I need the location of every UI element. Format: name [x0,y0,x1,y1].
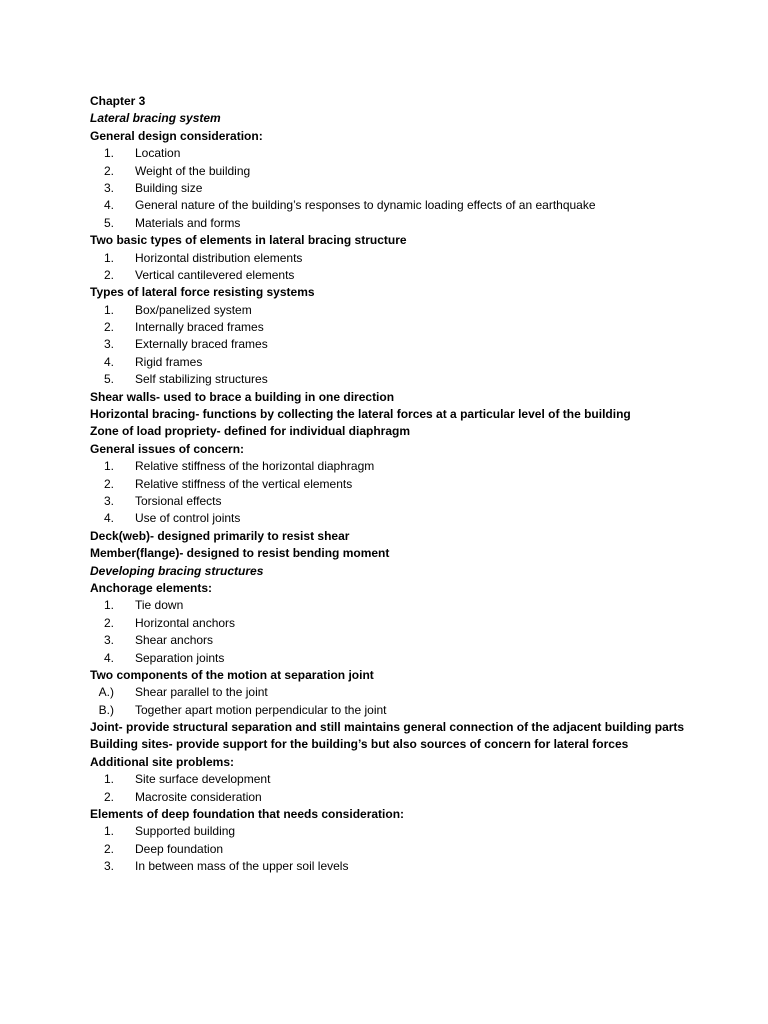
list-item-text: General nature of the building’s responses to dynamic loading effects of an earthquake [135,198,596,213]
list-item-text: Horizontal distribution elements [135,250,303,265]
list-item-number: 2. [103,476,114,491]
list-item-text: Materials and forms [135,215,241,230]
list-item [90,319,750,336]
list-item-text: Macrosite consideration [135,789,262,804]
list-item [90,650,750,667]
paragraph-line: Horizontal bracing- functions by collecting the lateral forces at a particular level of the building [90,407,631,422]
list-item-number: 3. [103,633,114,648]
list-item-number: 2. [103,789,114,804]
list-item-number: 3. [103,180,114,195]
list-item-number: 2. [103,267,114,282]
paragraph-line: Shear walls- used to brace a building in one direction [90,389,395,404]
list-item [90,302,750,319]
list-item [90,858,750,875]
list-item-number: 3. [103,859,114,874]
list-item [90,458,750,475]
list-item-number: 1. [103,459,114,474]
list-item-text: Shear parallel to the joint [135,685,268,700]
paragraph-line: Zone of load propriety- defined for individual diaphragm [90,424,411,439]
list-item [90,823,750,840]
document-body [90,93,750,876]
list-item-text: Deep foundation [135,841,224,856]
paragraph-line: Joint- provide structural separation and still maintains general connection of the adjacent building parts [90,720,685,735]
paragraph-line: Two basic types of elements in lateral bracing structure [90,233,407,248]
list-item [90,597,750,614]
list-item-text: Together apart motion perpendicular to the joint [135,702,387,717]
list-item [90,684,750,701]
list-item [90,336,750,353]
list-item-number: 1. [103,250,114,265]
list-item-number: B.) [98,702,114,717]
list-item [90,371,750,388]
list-item [90,632,750,649]
list-item-text: Site surface development [135,772,271,787]
list-item-number: 1. [103,772,114,787]
paragraph-line: Elements of deep foundation that needs consideration: [90,807,405,822]
list-item [90,267,750,284]
list-item-number: 1. [103,824,114,839]
list-item-number: 1. [103,598,114,613]
list-item [90,510,750,527]
list-item-number: 4. [103,511,114,526]
list-item-text: Shear anchors [135,633,214,648]
paragraph-line: Deck(web)- designed primarily to resist shear [90,528,350,543]
list-item [90,163,750,180]
list-item-text: Tie down [135,598,184,613]
paragraph-line: Additional site problems: [90,754,235,769]
list-item-number: 4. [103,198,114,213]
list-item-number: 4. [103,650,114,665]
list-item-text: Use of control joints [135,511,241,526]
list-item-text: Separation joints [135,650,225,665]
list-item-text: Location [135,146,181,161]
list-item [90,145,750,162]
list-item-text: Building size [135,180,203,195]
list-item-number: 3. [103,493,114,508]
list-item [90,354,750,371]
list-item-number: 5. [103,215,114,230]
list-item-text: In between mass of the upper soil levels [135,859,349,874]
paragraph-line: General design consideration: [90,128,263,143]
list-item [90,789,750,806]
paragraph-line: Building sites- provide support for the building’s but also sources of concern for lateral forces [90,737,629,752]
list-item-text: Externally braced frames [135,337,268,352]
list-item-text: Box/panelized system [135,302,252,317]
list-item-number: 5. [103,372,114,387]
list-item-number: 3. [103,337,114,352]
list-item-number: A.) [98,685,114,700]
list-item-number: 2. [103,163,114,178]
list-item [90,180,750,197]
list-item [90,250,750,267]
list-item-number: 1. [103,146,114,161]
section-subheading: Lateral bracing system [90,111,221,126]
list-item-text: Horizontal anchors [135,615,236,630]
list-item-number: 2. [103,841,114,856]
list-item [90,493,750,510]
list-item [90,197,750,214]
list-item-text: Vertical cantilevered elements [135,267,295,282]
list-item [90,771,750,788]
list-item [90,702,750,719]
section-subheading: Developing bracing structures [90,563,264,578]
list-item-text: Rigid frames [135,354,203,369]
list-item-number: 2. [103,615,114,630]
paragraph-line: Types of lateral force resisting systems [90,285,315,300]
list-item-text: Internally braced frames [135,320,264,335]
list-item [90,215,750,232]
list-item-number: 1. [103,302,114,317]
list-item-number: 2. [103,320,114,335]
list-item-text: Relative stiffness of the vertical elements [135,476,353,491]
list-item-text: Relative stiffness of the horizontal diaphragm [135,459,375,474]
list-item-text: Torsional effects [135,493,222,508]
list-item-text: Self stabilizing structures [135,372,268,387]
paragraph-line: Two components of the motion at separation joint [90,667,374,682]
list-item-number: 4. [103,354,114,369]
chapter-heading: Chapter 3 [90,94,146,108]
paragraph-line: Anchorage elements: [90,580,213,595]
list-item-text: Supported building [135,824,236,839]
list-item [90,841,750,858]
list-item-text: Weight of the building [135,163,251,178]
paragraph-line: General issues of concern: [90,441,245,456]
list-item [90,476,750,493]
list-item [90,615,750,632]
paragraph-line: Member(flange)- designed to resist bending moment [90,546,390,561]
